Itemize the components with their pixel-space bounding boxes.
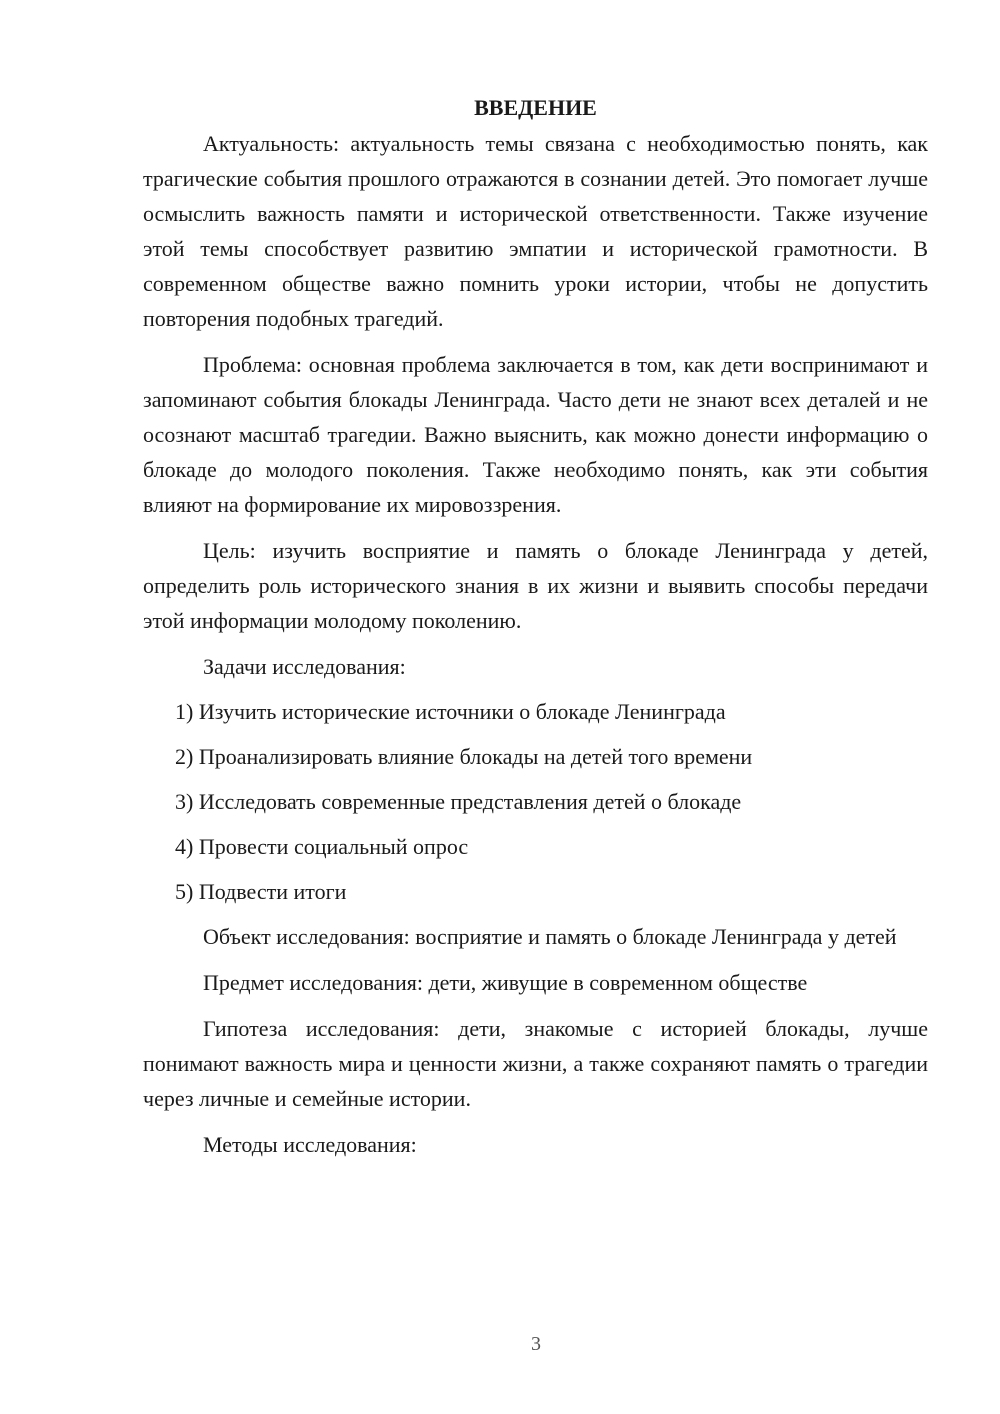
document-page: [143, 92, 928, 1173]
subject-paragraph: Предмет исследования: дети, живущие в современном обществе: [203, 970, 808, 995]
object-paragraph: Объект исследования: восприятие и память о блокаде Ленинграда у детей: [203, 924, 897, 949]
task-item: 3) Исследовать современные представления детей о блокаде: [175, 789, 742, 814]
goal-paragraph: Цель: изучить восприятие и память о блокаде Ленинграда у детей, определить роль исторического знания в их жизни и выявить способы передачи этой информации молодому поколению.: [143, 538, 928, 633]
hypothesis-paragraph: Гипотеза исследования: дети, знакомые с историей блокады, лучше понимают важность мира и ценности жизни, а также сохраняют память о трагедии через личные и семейные истории.: [143, 1016, 928, 1111]
task-item: 4) Провести социальный опрос: [175, 834, 469, 859]
problem-paragraph: Проблема: основная проблема заключается в том, как дети воспринимают и запоминают события блокады Ленинграда. Часто дети не знают всех деталей и не осознают масштаб трагедии. Важно выяснить, как можно донести информацию о блокаде до молодого поколения. Также необходимо понять, как эти события влияют на формирование их мировоззрения.: [143, 352, 928, 517]
section-heading: ВВЕДЕНИЕ: [474, 95, 597, 120]
methods-paragraph: Методы исследования:: [203, 1132, 417, 1157]
page-number: 3: [531, 1333, 541, 1355]
task-item: 5) Подвести итоги: [175, 879, 347, 904]
tasks-title: Задачи исследования:: [203, 654, 406, 679]
task-item: 2) Проанализировать влияние блокады на детей того времени: [175, 744, 753, 769]
tasks-list: [143, 694, 928, 909]
task-item: 1) Изучить исторические источники о блокаде Ленинграда: [175, 699, 726, 724]
relevance-paragraph: Актуальность: актуальность темы связана с необходимостью понять, как трагические события прошлого отражаются в сознании детей. Это помогает лучше осмыслить важность памяти и исторической ответственности. Также изучение этой темы способствует развитию эмпатии и исторической грамотности. В современном обществе важно помнить уроки истории, чтобы не допустить повторения подобных трагедий.: [143, 131, 928, 331]
